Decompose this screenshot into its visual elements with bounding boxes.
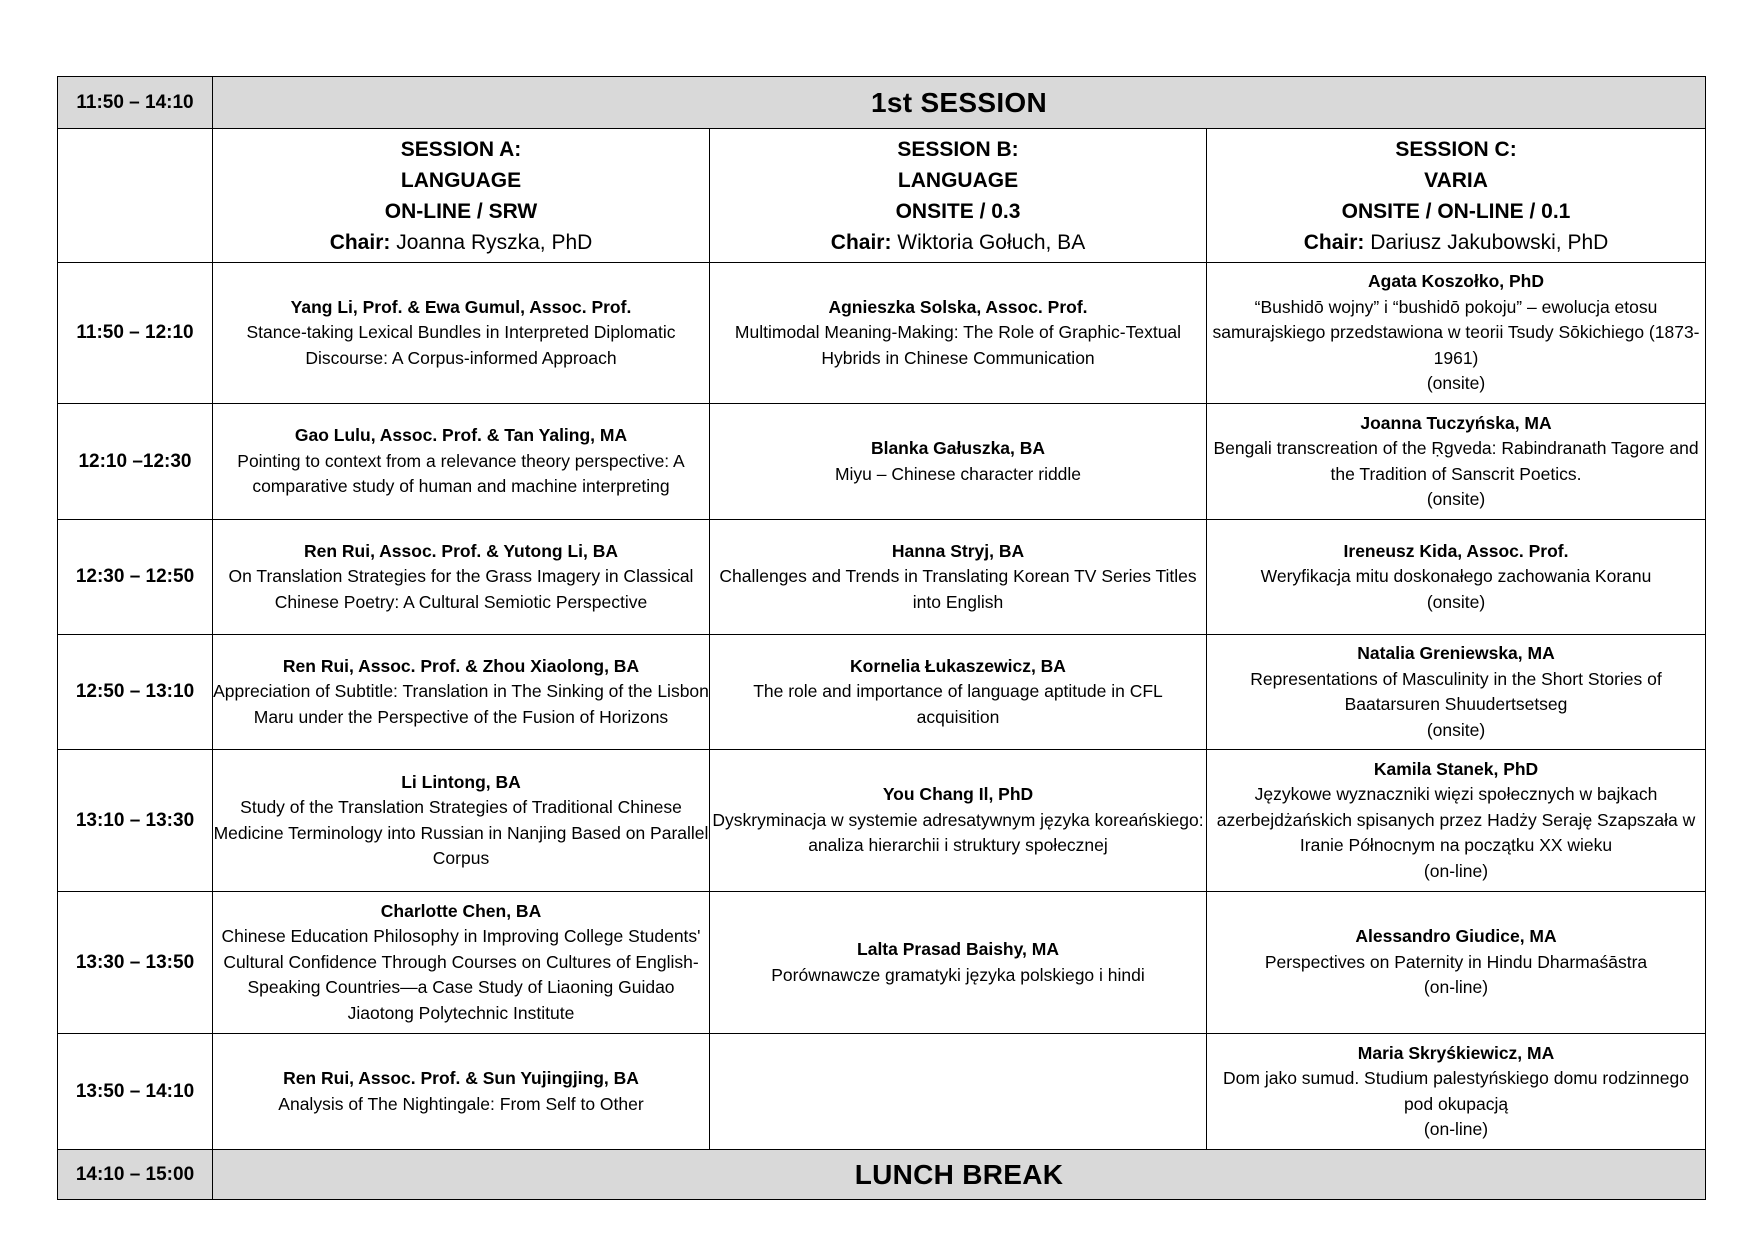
- talk-author: Lalta Prasad Baishy, MA: [857, 939, 1059, 959]
- talk-mode: (on-line): [1423, 860, 1489, 881]
- slot-time: 12:30 – 12:50: [58, 520, 213, 635]
- session-a-venue: ON-LINE / SRW: [384, 199, 538, 223]
- talk-author: Charlotte Chen, BA: [380, 900, 542, 921]
- chair-name: Joanna Ryszka, PhD: [390, 230, 593, 254]
- lunch-band-row: [58, 1150, 1706, 1200]
- talk-title: Study of the Translation Strategies of Traditional Chinese Medicine Terminology into Russian in Nanjing Based on Parallel Corpus: [213, 797, 709, 868]
- talk-cell-c: [1207, 750, 1706, 892]
- talk-author: Kornelia Łukaszewicz, BA: [850, 655, 1066, 676]
- talk-cell-b: [710, 750, 1207, 892]
- slot-time: 11:50 – 12:10: [58, 263, 213, 404]
- table-row: [58, 404, 1706, 520]
- talk-title: Appreciation of Subtitle: Translation in The Sinking of the Lisbon Maru under the Perspective of the Fusion of Horizons: [213, 681, 709, 727]
- talk-cell-c: [1207, 1034, 1706, 1150]
- talk-cell-a: [213, 1034, 710, 1150]
- talk-mode: (onsite): [1426, 373, 1486, 394]
- session-c-topic: VARIA: [1424, 168, 1488, 192]
- talk-author: Ren Rui, Assoc. Prof. & Yutong Li, BA: [303, 540, 619, 561]
- talk-author: Blanka Gałuszka, BA: [870, 438, 1046, 458]
- lunch-band-title: LUNCH BREAK: [213, 1150, 1706, 1200]
- session-b-venue: ONSITE / 0.3: [895, 199, 1021, 223]
- talk-title: Analysis of The Nightingale: From Self to Other: [278, 1093, 644, 1114]
- table-row: [58, 750, 1706, 892]
- talk-title: Pointing to context from a relevance theory perspective: A comparative study of human and machine interpreting: [237, 450, 685, 497]
- talk-title: The role and importance of language aptitude in CFL acquisition: [753, 681, 1163, 727]
- talk-author: Maria Skryśkiewicz, MA: [1357, 1042, 1555, 1063]
- session-c-chair: [1207, 227, 1705, 258]
- slot-time: 13:50 – 14:10: [58, 1034, 213, 1150]
- talk-title: Bengali transcreation of the Ṛgveda: Rabindranath Tagore and the Tradition of Sanscrit Poetics.: [1213, 438, 1699, 484]
- talk-mode: (onsite): [1426, 719, 1486, 740]
- talk-cell-b-empty: [710, 1034, 1207, 1150]
- session-band-row: [58, 77, 1706, 129]
- chair-name: Wiktoria Gołuch, BA: [891, 230, 1086, 254]
- session-c-name: SESSION C:: [1395, 137, 1517, 161]
- talk-author: Alessandro Giudice, MA: [1355, 926, 1557, 947]
- talk-cell-a: [213, 892, 710, 1034]
- talk-author: Gao Lulu, Assoc. Prof. & Tan Yaling, MA: [294, 425, 628, 446]
- talk-author: Natalia Greniewska, MA: [1357, 643, 1555, 663]
- chair-label: Chair:: [329, 230, 391, 254]
- talk-cell-b: [710, 635, 1207, 750]
- talk-title: Stance-taking Lexical Bundles in Interpreted Diplomatic Discourse: A Corpus-informed Approach: [246, 322, 676, 368]
- talk-title: Multimodal Meaning-Making: The Role of Graphic-Textual Hybrids in Chinese Communication: [734, 322, 1182, 368]
- table-row: [58, 520, 1706, 635]
- talk-title: Dyskryminacja w systemie adresatywnym języka koreańskiego: analiza hierarchii i struktury społecznej: [712, 809, 1204, 856]
- talk-cell-c: [1207, 263, 1706, 404]
- talk-cell-a: [213, 263, 710, 404]
- session-a-chair: [213, 227, 709, 258]
- session-c-venue: ONSITE / ON-LINE / 0.1: [1341, 199, 1571, 223]
- talk-cell-c: [1207, 404, 1706, 520]
- slot-time: 12:50 – 13:10: [58, 635, 213, 750]
- session-header-row: [58, 129, 1706, 263]
- talk-author: Agnieszka Solska, Assoc. Prof.: [828, 296, 1088, 317]
- table-row: [58, 1034, 1706, 1150]
- talk-title: Representations of Masculinity in the Short Stories of Baatarsuren Shuudertsetseg: [1250, 668, 1662, 714]
- schedule-table: [57, 76, 1706, 1200]
- session-c-header: [1207, 129, 1706, 263]
- table-row: [58, 635, 1706, 750]
- talk-cell-b: [710, 520, 1207, 635]
- slot-time: 13:10 – 13:30: [58, 750, 213, 892]
- table-row: [58, 263, 1706, 404]
- talk-author: Li Lintong, BA: [401, 771, 521, 792]
- schedule-page: [57, 76, 1705, 1200]
- slot-time: 13:30 – 13:50: [58, 892, 213, 1034]
- talk-author: Ireneusz Kida, Assoc. Prof.: [1343, 540, 1569, 561]
- talk-title: Perspectives on Paternity in Hindu Dharmaśāstra: [1264, 951, 1648, 972]
- talk-author: Ren Rui, Assoc. Prof. & Sun Yujingjing, BA: [283, 1068, 639, 1088]
- talk-title: Chinese Education Philosophy in Improving College Students' Cultural Confidence Through Courses on Cultures of English-Speaking Countries—a Case Study of Liaoning Guidao Jiaotong Polytechnic Institute: [221, 926, 701, 1023]
- table-row: [58, 892, 1706, 1034]
- talk-author: Joanna Tuczyńska, MA: [1360, 412, 1552, 433]
- talk-author: You Chang Il, PhD: [882, 784, 1034, 805]
- talk-author: Yang Li, Prof. & Ewa Gumul, Assoc. Prof.: [290, 296, 632, 317]
- talk-title: Porównawcze gramatyki języka polskiego i hindi: [771, 964, 1145, 985]
- talk-author: Agata Koszołko, PhD: [1368, 271, 1545, 292]
- slot-time: 12:10 –12:30: [58, 404, 213, 520]
- session-a-name: SESSION A:: [400, 137, 522, 161]
- talk-title: “Bushidō wojny” i “bushidō pokoju” – ewolucja etosu samurajskiego przedstawiona w teorii Tsudy Sōkichiego (1873-1961): [1212, 296, 1700, 368]
- talk-cell-c: [1207, 892, 1706, 1034]
- talk-cell-c: [1207, 635, 1706, 750]
- session-b-topic: LANGUAGE: [897, 168, 1019, 192]
- talk-mode: (on-line): [1423, 977, 1489, 998]
- talk-cell-b: [710, 892, 1207, 1034]
- talk-title: Językowe wyznaczniki więzi społecznych w bajkach azerbejdżańskich spisanych przez Hadży Seraję Szapszała w Iranie Północnym na początku XX wieku: [1216, 784, 1696, 856]
- talk-cell-a: [213, 635, 710, 750]
- chair-label: Chair:: [1303, 230, 1365, 254]
- talk-cell-a: [213, 750, 710, 892]
- talk-mode: (on-line): [1423, 1119, 1489, 1139]
- talk-author: Ren Rui, Assoc. Prof. & Zhou Xiaolong, BA: [282, 655, 640, 676]
- talk-title: Dom jako sumud. Studium palestyńskiego domu rodzinnego pod okupacją: [1223, 1068, 1689, 1114]
- session-b-name: SESSION B:: [897, 137, 1019, 161]
- lunch-band-time: 14:10 – 15:00: [58, 1150, 213, 1200]
- session-band-time: 11:50 – 14:10: [58, 77, 213, 129]
- chair-label: Chair:: [830, 230, 892, 254]
- session-a-header: [213, 129, 710, 263]
- session-b-chair: [710, 227, 1206, 258]
- talk-title: Miyu – Chinese character riddle: [834, 463, 1082, 484]
- talk-cell-b: [710, 263, 1207, 404]
- session-band-title: 1st SESSION: [213, 77, 1706, 129]
- session-header-time-empty: [58, 129, 213, 263]
- session-a-topic: LANGUAGE: [400, 168, 522, 192]
- talk-title: Weryfikacja mitu doskonałego zachowania Koranu: [1260, 566, 1652, 587]
- talk-title: On Translation Strategies for the Grass Imagery in Classical Chinese Poetry: A Cultural Semiotic Perspective: [228, 566, 694, 612]
- talk-title: Challenges and Trends in Translating Korean TV Series Titles into English: [719, 566, 1197, 612]
- talk-cell-a: [213, 404, 710, 520]
- talk-author: Kamila Stanek, PhD: [1373, 758, 1539, 779]
- talk-cell-a: [213, 520, 710, 635]
- talk-mode: (onsite): [1426, 591, 1486, 612]
- talk-mode: (onsite): [1426, 489, 1486, 509]
- session-b-header: [710, 129, 1207, 263]
- talk-author: Hanna Stryj, BA: [891, 540, 1025, 561]
- talk-cell-b: [710, 404, 1207, 520]
- talk-cell-c: [1207, 520, 1706, 635]
- chair-name: Dariusz Jakubowski, PhD: [1364, 230, 1609, 254]
